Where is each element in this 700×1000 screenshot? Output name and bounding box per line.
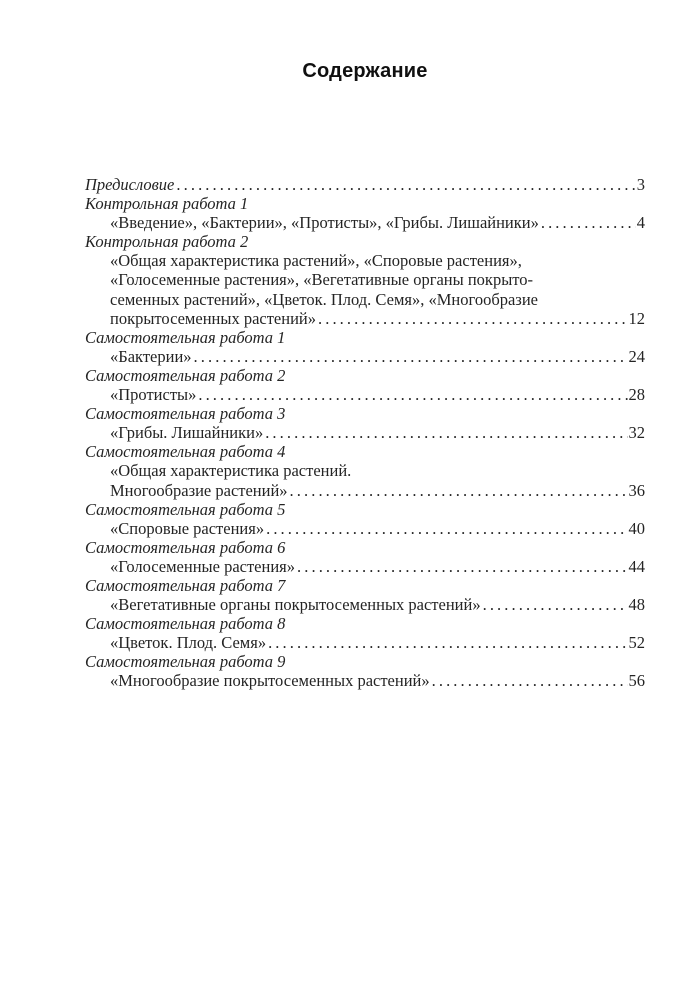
toc-entry-text: Контрольная работа 1 <box>85 194 249 214</box>
toc-entry-text: Самостоятельная работа 1 <box>85 327 286 347</box>
dot-leader <box>263 423 627 442</box>
toc-entry <box>85 500 645 519</box>
toc-entry <box>85 347 645 366</box>
toc-page-number: 36 <box>628 480 645 500</box>
toc-entry-text: Самостоятельная работа 5 <box>85 499 286 519</box>
toc-entry <box>85 366 645 385</box>
toc-entry-text: «Споровые растения» <box>110 518 265 538</box>
toc-entry <box>85 251 645 270</box>
toc-entry <box>85 423 645 442</box>
toc-entry-text: Самостоятельная работа 6 <box>85 537 286 557</box>
toc-entry-text: Самостоятельная работа 4 <box>85 442 286 462</box>
toc-entry <box>85 213 645 232</box>
toc-page-number: 28 <box>628 385 645 405</box>
toc-page-number: 44 <box>628 556 645 576</box>
toc-entry-text: «Вегетативные органы покрытосеменных растений» <box>110 595 481 615</box>
toc-entry <box>85 576 645 595</box>
dot-leader <box>295 557 627 576</box>
toc-entry-text: «Общая характеристика растений. <box>110 461 352 481</box>
dot-leader <box>481 595 628 614</box>
toc-entry-text: «Бактерии» <box>110 346 192 366</box>
toc-entry <box>85 270 645 289</box>
toc-entry <box>85 232 645 251</box>
toc-entry <box>85 385 645 404</box>
toc-entry-text: покрытосеменных растений» <box>110 308 316 328</box>
toc-entry-text: «Голосеменные растения» <box>110 556 296 576</box>
toc-entry <box>85 538 645 557</box>
toc-list <box>85 175 645 691</box>
toc-page-number: 32 <box>628 423 645 443</box>
toc-entry <box>85 194 645 213</box>
toc-entry <box>85 671 645 690</box>
toc-entry <box>85 614 645 633</box>
page-title: Содержание <box>302 60 428 82</box>
dot-leader <box>430 671 628 690</box>
toc-entry <box>85 328 645 347</box>
dot-leader <box>174 175 635 194</box>
toc-entry-text: Самостоятельная работа 9 <box>85 652 286 672</box>
toc-entry-text: «Грибы. Лишайники» <box>110 423 264 443</box>
toc-entry <box>85 652 645 671</box>
toc-entry <box>85 175 645 194</box>
toc-entry <box>85 633 645 652</box>
toc-entry-text: Самостоятельная работа 3 <box>85 404 286 424</box>
toc-page-number: 40 <box>628 518 645 538</box>
dot-leader <box>196 385 627 404</box>
toc-entry <box>85 404 645 423</box>
toc-page-number: 3 <box>636 175 645 194</box>
toc-entry-text: Многообразие растений» <box>110 480 288 500</box>
toc-entry-text: «Многообразие покрытосеменных растений» <box>110 671 430 691</box>
toc-entry <box>85 442 645 461</box>
toc-entry <box>85 519 645 538</box>
toc-entry <box>85 557 645 576</box>
toc-entry-text: Самостоятельная работа 7 <box>85 575 286 595</box>
toc-page-number: 12 <box>628 308 645 328</box>
toc-page-number: 24 <box>628 346 645 366</box>
dot-leader <box>316 309 628 328</box>
dot-leader <box>266 633 627 652</box>
dot-leader <box>192 347 628 366</box>
dot-leader <box>539 213 636 232</box>
toc-entry-text: «Протисты» <box>110 385 197 405</box>
toc-entry <box>85 595 645 614</box>
toc-entry-text: Самостоятельная работа 2 <box>85 365 286 385</box>
toc-entry-text: «Голосеменные растения», «Вегетативные органы покрыто- <box>110 270 534 290</box>
toc-entry-text: «Введение», «Бактерии», «Протисты», «Грибы. Лишайники» <box>110 213 539 233</box>
toc-entry-text: Контрольная работа 2 <box>85 232 249 252</box>
toc-page-number: 52 <box>628 633 645 653</box>
toc-entry <box>85 481 645 500</box>
toc-page-number: 48 <box>628 595 645 615</box>
toc-entry <box>85 309 645 328</box>
dot-leader <box>288 481 628 500</box>
toc-entry-text: «Цветок. Плод. Семя» <box>110 633 267 653</box>
toc-entry <box>85 290 645 309</box>
toc-page-number: 4 <box>636 213 645 233</box>
dot-leader <box>264 519 627 538</box>
toc-entry-text: семенных растений», «Цветок. Плод. Семя», «Многообразие <box>110 289 538 309</box>
toc-entry-text: «Общая характеристика растений», «Споровые растения», <box>110 251 522 271</box>
toc-entry-text: Самостоятельная работа 8 <box>85 614 286 634</box>
toc-page-number: 56 <box>628 671 645 691</box>
toc-entry <box>85 461 645 480</box>
toc-entry-text: Предисловие <box>85 175 175 194</box>
